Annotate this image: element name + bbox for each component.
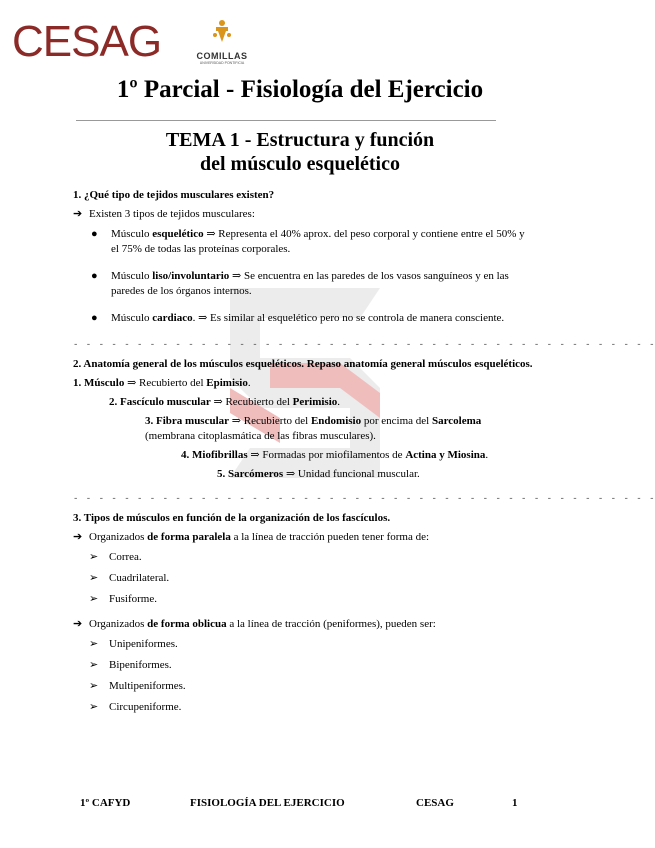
line-bold: de forma paralela	[147, 531, 231, 543]
footer-subject: FISIOLOGÍA DEL EJERCICIO	[190, 797, 345, 809]
hier-bold: 1. Músculo	[73, 377, 125, 389]
arrow-right-icon: ➔	[73, 618, 83, 630]
tema-heading	[0, 128, 600, 176]
comillas-logo-subtext: UNIVERSIDAD PONTIFICIA	[199, 61, 245, 65]
arrowhead-icon: ➢	[89, 701, 99, 713]
list-item	[89, 658, 533, 673]
list-item-text: Bipeniformes.	[109, 659, 172, 671]
list-item	[89, 637, 533, 652]
item-text: Músculo	[111, 270, 153, 282]
arrowhead-icon: ➢	[89, 638, 99, 650]
hier-bold: Sarcolema	[431, 415, 482, 427]
hier-text: .	[337, 396, 341, 408]
bullet-icon: ●	[91, 312, 98, 324]
arrowhead-icon: ➢	[89, 551, 99, 563]
hier-bold: Actina y Miosina	[405, 449, 486, 461]
comillas-logo	[190, 18, 254, 65]
hierarchy-line-3	[145, 414, 533, 444]
hier-bold: Endomisio	[310, 415, 362, 427]
footer-page-number: 1	[512, 797, 518, 809]
item-text: Músculo	[111, 228, 153, 240]
comillas-logo-text: COMILLAS	[196, 51, 248, 61]
title-divider	[76, 120, 496, 121]
arrowhead-icon: ➢	[89, 593, 99, 605]
bullet-icon: ●	[91, 270, 98, 282]
hier-text: ⇒ Recubierto del	[124, 377, 207, 389]
hier-text: ⇒ Formadas por miofilamentos de	[247, 449, 406, 461]
list-item	[89, 227, 533, 257]
hier-text: .	[485, 449, 489, 461]
hier-text: ⇒ Recubierto del	[229, 415, 311, 427]
hier-text: (membrana citoplasmática de las fibras musculares).	[145, 430, 376, 442]
line-text: Organizados	[89, 531, 148, 543]
hier-text: .	[247, 377, 251, 389]
section1-intro-text: Existen 3 tipos de tejidos musculares:	[89, 208, 255, 220]
list-item-text: Cuadrilateral.	[109, 572, 170, 584]
list-item	[89, 269, 533, 299]
bullet-icon: ●	[91, 228, 98, 240]
list-item-text: Correa.	[109, 551, 142, 563]
section2-question: 2. Anatomía general de los músculos esqueléticos. Repaso anatomía general músculos esqueléticos.	[73, 358, 533, 370]
section-separator: - - - - - - - - - - - - - - - - - - - - - - - - - - - - - - - - - - - - - - - - - - - - - -	[73, 340, 655, 350]
item-text: ⇒ Se encuentra en las paredes de los vasos sanguíneos y en las paredes de los órganos internos.	[111, 270, 509, 297]
list-item-text: Unipeniformes.	[109, 638, 178, 650]
list-item-text: Fusiforme.	[109, 593, 157, 605]
arrowhead-icon: ➢	[89, 572, 99, 584]
section3-question: 3. Tipos de músculos en función de la organización de los fascículos.	[73, 512, 391, 524]
hier-text: ⇒ Recubierto del	[210, 396, 293, 408]
arrowhead-icon: ➢	[89, 659, 99, 671]
arrowhead-icon: ➢	[89, 680, 99, 692]
list-item	[89, 679, 533, 694]
hier-bold: Epimisio	[206, 377, 248, 389]
list-item	[89, 550, 533, 565]
item-bold: esquelético	[152, 228, 204, 240]
document-title: 1º Parcial - Fisiología del Ejercicio	[116, 76, 484, 103]
list-item-text: Multipeniformes.	[109, 680, 186, 692]
arrow-right-icon: ➔	[73, 208, 83, 220]
comillas-emblem-icon	[209, 18, 235, 44]
hierarchy-line-5	[217, 467, 533, 482]
hier-bold: 3. Fibra muscular	[145, 415, 230, 427]
line-text: a la línea de tracción pueden tener forma de:	[230, 531, 430, 543]
item-bold: cardiaco	[152, 312, 193, 324]
section-separator: - - - - - - - - - - - - - - - - - - - - - - - - - - - - - - - - - - - - - - - - - - - - - -	[73, 494, 655, 504]
hierarchy-line-4	[181, 448, 533, 463]
list-item	[89, 700, 533, 715]
hier-bold: 2. Fascículo muscular	[109, 396, 211, 408]
hier-bold: Perimisio	[292, 396, 338, 408]
paralela-line	[73, 530, 533, 545]
tema-heading-line2: del músculo esquelético	[200, 153, 400, 175]
hier-text: ⇒ Unidad funcional muscular.	[283, 468, 420, 480]
arrow-right-icon: ➔	[73, 531, 83, 543]
line-text: a la línea de tracción (peniformes), pueden ser:	[226, 618, 436, 630]
list-item	[89, 311, 533, 326]
content-body	[73, 188, 655, 721]
cesag-logo: CESAG	[12, 17, 162, 66]
hier-bold: 5. Sarcómeros	[217, 468, 284, 480]
hier-bold: 4. Miofibrillas	[181, 449, 248, 461]
item-text: Músculo	[111, 312, 153, 324]
oblicua-line	[73, 617, 533, 632]
section1-intro	[73, 207, 533, 222]
section1-question: 1. ¿Qué tipo de tejidos musculares existen?	[73, 189, 275, 201]
list-item	[89, 592, 533, 607]
item-bold: liso/involuntario	[152, 270, 230, 282]
line-bold: de forma oblicua	[147, 618, 227, 630]
hier-text: por encima del	[361, 415, 432, 427]
footer-course: 1º CAFYD	[80, 797, 131, 809]
item-text: . ⇒ Es similar al esquelético pero no se controla de manera consciente.	[192, 312, 505, 324]
item-text: ⇒ Representa el 40% aprox. del peso corporal y contiene entre el 50% y el 75% de todas las proteínas corporales.	[111, 228, 525, 255]
list-item-text: Circupeniforme.	[109, 701, 182, 713]
hierarchy-line-2	[109, 395, 533, 410]
tema-heading-line1: TEMA 1 - Estructura y función	[165, 129, 435, 151]
footer-school: CESAG	[416, 797, 454, 809]
hierarchy-line-1	[73, 376, 533, 391]
list-item	[89, 571, 533, 586]
line-text: Organizados	[89, 618, 148, 630]
